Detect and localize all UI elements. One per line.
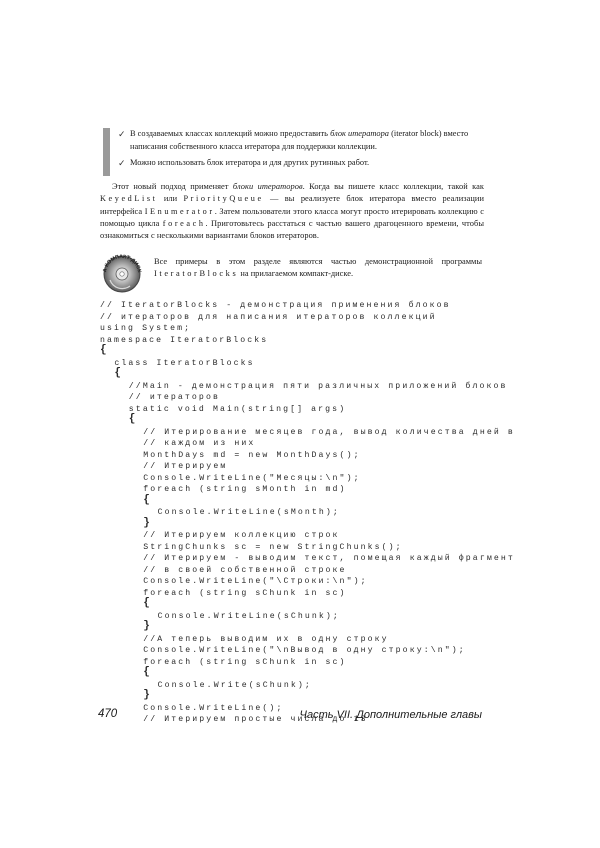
inline-code: IteratorBlocks: [154, 269, 239, 279]
code-line: MonthDays md = new MonthDays();: [143, 450, 361, 460]
inline-code: foreach: [162, 218, 206, 228]
code-line: {: [100, 344, 107, 356]
inline-code: KeyedList: [100, 194, 158, 204]
checkmark-icon: ✓: [118, 158, 126, 168]
code-line: // Итерируем - выводим текст, помещая каждый фрагмент: [143, 554, 515, 563]
code-line: {: [128, 413, 136, 425]
inline-code: PriorityQueue: [183, 194, 264, 204]
code-line: {: [114, 367, 121, 379]
tip-item: [118, 128, 498, 153]
code-line: Console.Write(sChunk);: [157, 680, 312, 690]
code-line: namespace IteratorBlocks: [100, 335, 269, 345]
code-line: static void Main(string[] args): [128, 404, 347, 414]
code-line: Console.WriteLine("\Строки:\n");: [143, 577, 368, 586]
code-line: //А теперь выводим их в одну строку: [143, 634, 389, 644]
code-line: foreach (string sChunk in sc): [143, 657, 347, 667]
code-line: using System;: [100, 324, 192, 333]
code-line: class IteratorBlocks: [114, 358, 255, 368]
code-line: // Итерируем коллекцию строк: [143, 531, 340, 540]
code-line: Console.WriteLine(sMonth);: [157, 508, 340, 517]
tip-text: Можно использовать блок итератора и для других рутинных работ.: [130, 158, 370, 167]
cd-note-text: Все примеры в этом разделе являются частью демонстрационной программы IteratorBlocks на прилагаемом компакт-диске.: [154, 257, 482, 279]
code-line: foreach (string sMonth in md): [143, 485, 347, 494]
code-line: // каждом из них: [143, 439, 256, 448]
code-line: {: [143, 493, 150, 506]
code-line: Console.WriteLine("Месяцы:\n");: [143, 473, 361, 483]
code-line: Console.WriteLine();: [143, 703, 284, 713]
svg-text:НА КОМПАКТ-ДИСКЕ: А КОМПАКТ-ДИСК: [102, 253, 142, 273]
code-line: // Итерируем: [143, 462, 228, 471]
code-line: Console.WriteLine("\nВывод в одну строку:\n");: [143, 646, 466, 655]
code-line: // итераторов для написания итераторов коллекций: [100, 312, 437, 322]
code-line: }: [143, 689, 150, 701]
running-footer-title: Часть VII. Дополнительные главы: [299, 709, 482, 721]
code-line: {: [143, 597, 150, 609]
code-line: Console.WriteLine(sChunk);: [157, 611, 340, 621]
code-line: // в своей собственной строке: [143, 565, 347, 575]
page-number: 470: [98, 708, 118, 720]
tip-item: [118, 157, 498, 170]
cd-disc-icon: [98, 250, 146, 294]
code-line: StringChunks sc = new StringChunks();: [143, 542, 403, 552]
code-line: }: [143, 620, 150, 632]
body-paragraph: Этот новый подход применяет блоки итераторов. Когда вы пишете класс коллекции, такой как KeyedList или PriorityQueue — вы реализуете блок итератора вместо реализации интерфейса IEnumerator. Затем пользователи этого класса могут просто итерировать коллекцию с помощью цикла foreach. Приготовьтесь расстаться с частью вашего драгоценного времени, чтобы ознакомиться с несколькими вариантами блоков итераторов.: [100, 182, 485, 241]
code-line: foreach (string sChunk in sc): [143, 588, 347, 598]
code-line: }: [143, 516, 150, 529]
code-line: // итераторов: [128, 393, 220, 402]
code-line: {: [143, 666, 150, 678]
code-line: //Main - демонстрация пяти различных приложений блоков: [128, 381, 508, 391]
inline-code: IEnumerator: [144, 206, 215, 216]
code-line: // IteratorBlocks - демонстрация применения блоков: [100, 301, 451, 310]
tip-text: В создаваемых классах коллекций можно предоставить блок итератора (iterator block) вместо написания собственного класса итератора для поддержки коллекции.: [130, 129, 469, 151]
checkmark-icon: ✓: [118, 129, 126, 139]
code-line: // Итерируем простые числа до 13: [143, 715, 368, 724]
tips-sidebar: [103, 128, 498, 176]
code-line: // Итерирование месяцев года, вывод количества дней в: [143, 427, 515, 437]
